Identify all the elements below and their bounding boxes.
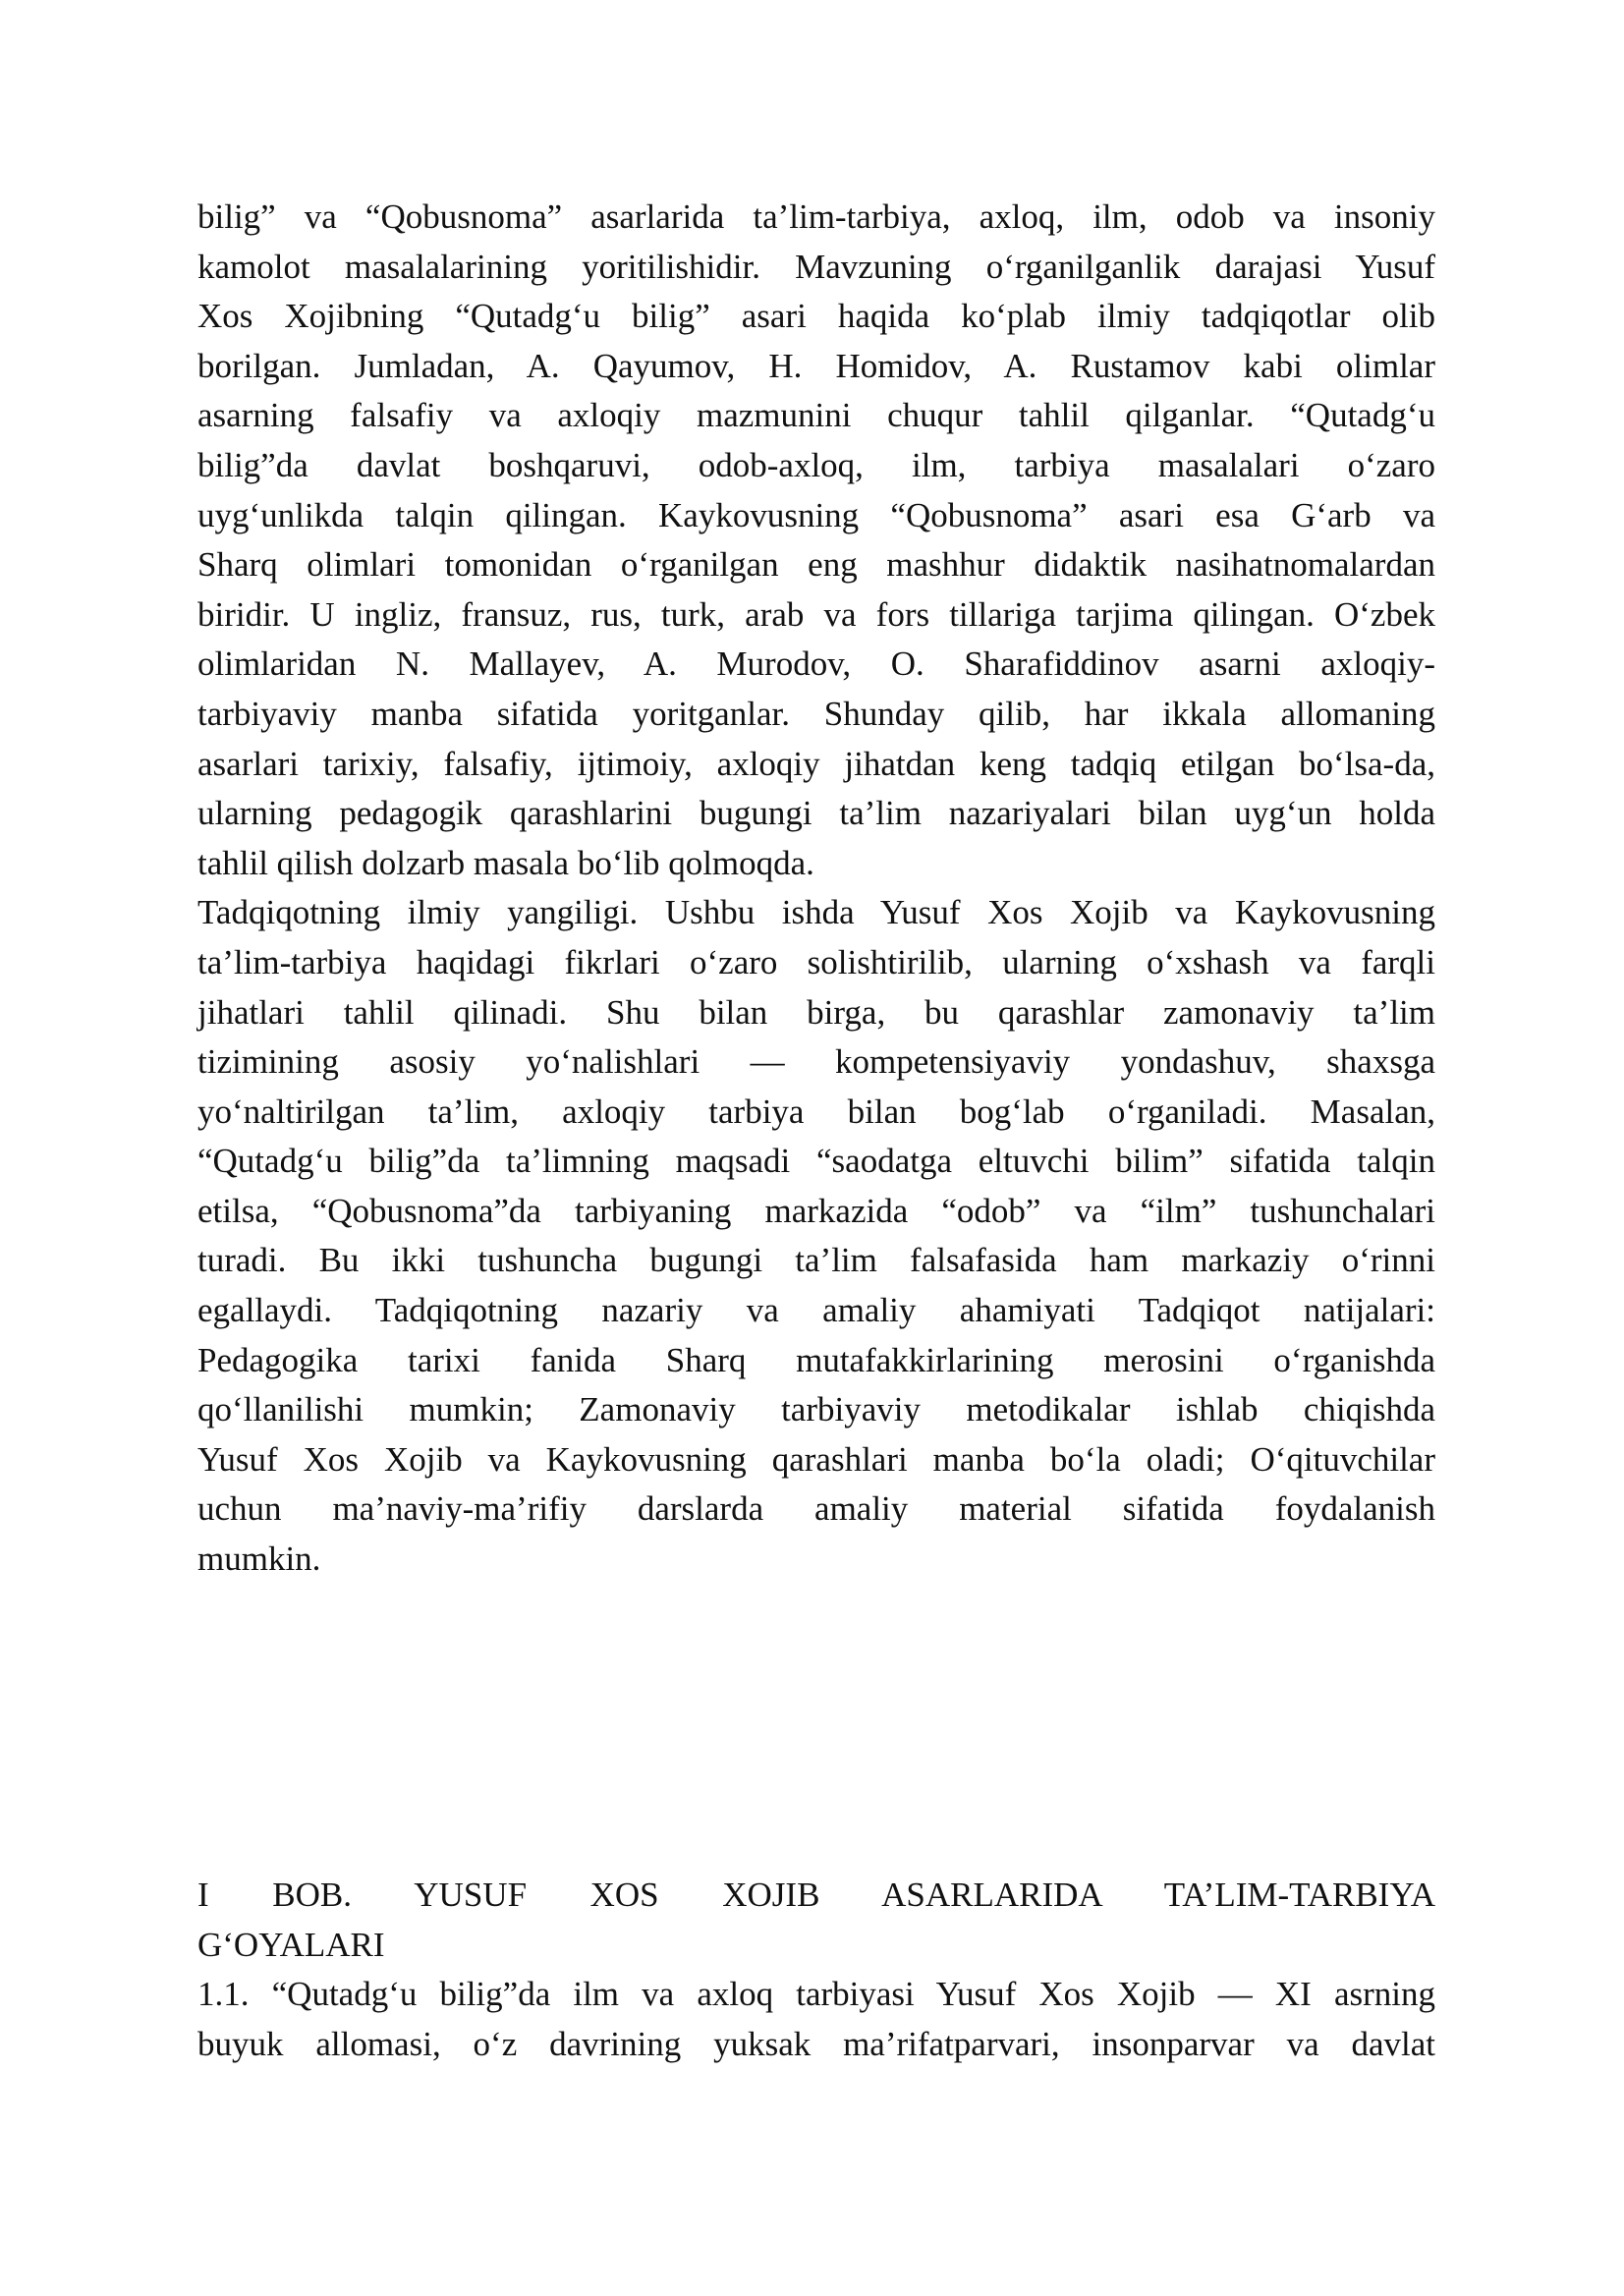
text-line: biridir. U ingliz, fransuz, rus, turk, arab va fors tillariga tarjima qilingan. O‘zbek bbox=[197, 594, 1435, 634]
text-line: bilig” va “Qobusnoma” asarlarida ta’lim-tarbiya, axloq, ilm, odob va insoniy bbox=[197, 197, 1435, 236]
novelty-paragraph bbox=[197, 888, 1435, 1584]
section-paragraph bbox=[197, 1970, 1435, 2069]
text-line: Sharq olimlari tomonidan o‘rganilgan eng mashhur didaktik nasihatnomalardan bbox=[197, 545, 1435, 585]
text-line: asarning falsafiy va axloqiy mazmunini chuqur tahlil qilganlar. “Qutadg‘u bbox=[197, 396, 1435, 435]
chapter-section bbox=[197, 1871, 1435, 2069]
chapter-heading-line: I BOB. YUSUF XOS XOJIB ASARLARIDA TA’LIM-TARBIYA bbox=[197, 1876, 1435, 1914]
text-line: mumkin. bbox=[197, 1540, 321, 1579]
chapter-heading-line: G‘OYALARI bbox=[197, 1925, 385, 1964]
text-line: Tadqiqotning ilmiy yangiligi. Ushbu ishda Yusuf Xos Xojib va Kaykovusning bbox=[197, 893, 1435, 932]
text-line: tahlil qilish dolzarb masala bo‘lib qolmoqda. bbox=[197, 843, 814, 882]
section-line: buyuk allomasi, o‘z davrining yuksak ma’rifatparvari, insonparvar va davlat bbox=[197, 2024, 1435, 2063]
text-line: Pedagogika tarixi fanida Sharq mutafakkirlarining merosini o‘rganishda bbox=[197, 1340, 1435, 1379]
text-line: uchun ma’naviy-ma’rifiy darslarda amaliy material sifatida foydalanish bbox=[197, 1489, 1435, 1529]
page-body bbox=[197, 193, 1435, 1585]
text-line: ta’lim-tarbiya haqidagi fikrlari o‘zaro solishtirilib, ularning o‘xshash va farqli bbox=[197, 942, 1435, 981]
text-line: turadi. Bu ikki tushuncha bugungi ta’lim falsafasida ham markaziy o‘rinni bbox=[197, 1241, 1435, 1280]
text-line: Yusuf Xos Xojib va Kaykovusning qarashlari manba bo‘la oladi; O‘qituvchilar bbox=[197, 1439, 1435, 1479]
text-line: ularning pedagogik qarashlarini bugungi ta’lim nazariyalari bilan uyg‘un holda bbox=[197, 794, 1435, 833]
text-line: tarbiyaviy manba sifatida yoritganlar. Shunday qilib, har ikkala allomaning bbox=[197, 694, 1435, 733]
text-line: etilsa, “Qobusnoma”da tarbiyaning markazida “odob” va “ilm” tushunchalari bbox=[197, 1191, 1435, 1230]
text-line: uyg‘unlikda talqin qilingan. Kaykovusning “Qobusnoma” asari esa G‘arb va bbox=[197, 495, 1435, 534]
text-line: Xos Xojibning “Qutadg‘u bilig” asari haqida ko‘plab ilmiy tadqiqotlar olib bbox=[197, 297, 1435, 336]
text-line: tizimining asosiy yo‘nalishlari — kompetensiyaviy yondashuv, shaxsga bbox=[197, 1042, 1435, 1082]
section-line: 1.1. “Qutadg‘u bilig”da ilm va axloq tarbiyasi Yusuf Xos Xojib — XI asrning bbox=[197, 1975, 1435, 2014]
text-line: qo‘llanilishi mumkin; Zamonaviy tarbiyaviy metodikalar ishlab chiqishda bbox=[197, 1390, 1435, 1429]
intro-paragraph bbox=[197, 193, 1435, 888]
text-line: borilgan. Jumladan, A. Qayumov, H. Homidov, A. Rustamov kabi olimlar bbox=[197, 346, 1435, 385]
text-line: olimlaridan N. Mallayev, A. Murodov, O. Sharafiddinov asarni axloqiy- bbox=[197, 644, 1435, 684]
text-line: egallaydi. Tadqiqotning nazariy va amaliy ahamiyati Tadqiqot natijalari: bbox=[197, 1291, 1435, 1330]
text-line: bilig”da davlat boshqaruvi, odob-axloq, ilm, tarbiya masalalari o‘zaro bbox=[197, 445, 1435, 484]
text-line: yo‘naltirilgan ta’lim, axloqiy tarbiya bilan bog‘lab o‘rganiladi. Masalan, bbox=[197, 1092, 1435, 1131]
text-line: jihatlari tahlil qilinadi. Shu bilan birga, bu qarashlar zamonaviy ta’lim bbox=[197, 992, 1435, 1032]
chapter-heading bbox=[197, 1871, 1435, 1970]
text-line: “Qutadg‘u bilig”da ta’limning maqsadi “saodatga eltuvchi bilim” sifatida talqin bbox=[197, 1142, 1435, 1181]
text-line: kamolot masalalarining yoritilishidir. Mavzuning o‘rganilganlik darajasi Yusuf bbox=[197, 247, 1435, 286]
text-line: asarlari tarixiy, falsafiy, ijtimoiy, axloqiy jihatdan keng tadqiq etilgan bo‘lsa-da, bbox=[197, 744, 1435, 783]
